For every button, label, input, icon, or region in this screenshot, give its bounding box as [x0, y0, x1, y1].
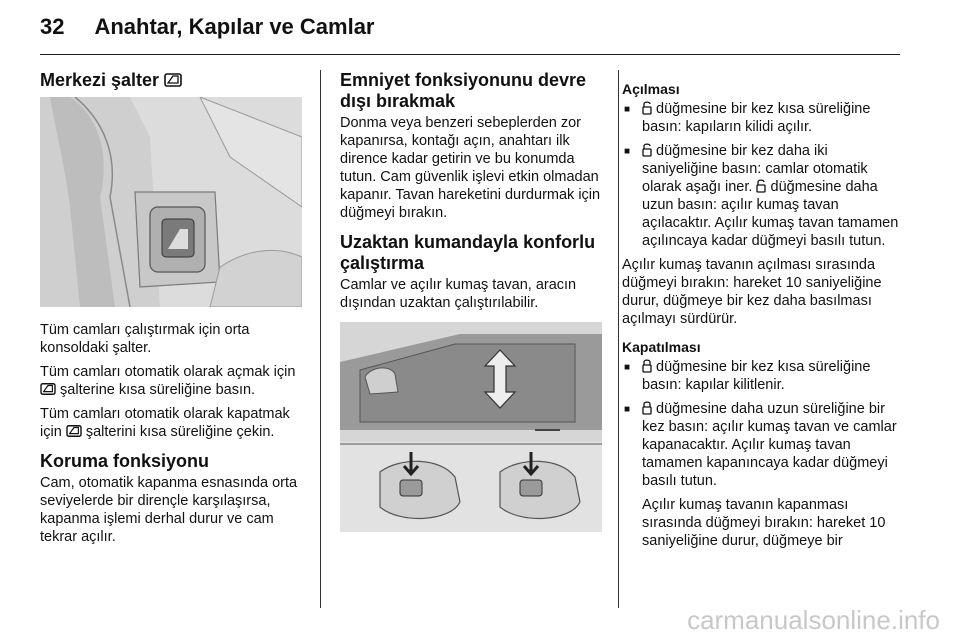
column-2	[340, 70, 602, 532]
list-item: ■ düğmesine bir kez daha iki saniyeliğine basın: camlar otomatik olarak aşağı iner. düğmesine daha uzun basın: açılır kumaş tavan açılacaktır. Açılır kumaş tavan tamamen açılıncaya kadar düğmeyi basılı tutun.	[624, 143, 899, 249]
remote-key-illustration	[340, 322, 602, 532]
bullet-marker: ■	[624, 362, 631, 373]
window-switch-icon	[40, 382, 56, 396]
unlock-icon	[642, 143, 652, 157]
section-heading-disable-safety: Emniyet fonksiyonunu devre dışı bırakmak	[340, 70, 587, 111]
subheading-opening: Açılması	[622, 81, 680, 97]
column-divider	[618, 70, 619, 608]
console-switch-illustration	[40, 97, 302, 307]
unlock-icon	[756, 179, 766, 193]
section-heading-protection: Koruma fonksiyonu	[40, 451, 210, 471]
column-divider	[320, 70, 321, 608]
subheading-closing: Kapatılması	[622, 339, 701, 355]
window-switch-icon	[164, 72, 182, 88]
unlock-icon	[642, 101, 652, 115]
list-item: ■ düğmesine daha uzun süreliğine bir kez basın: açılır kumaş tavan ve camlar kapanacaktır. Açılır kumaş tavan tamamen kapanıncaya kadar düğmeyi basılı tutun.	[624, 401, 897, 489]
lock-icon	[642, 401, 652, 415]
paragraph: Donma veya benzeri sebeplerden zor kapanırsa, kontağı açın, anahtarı ilk dirence kadar getirin ve bu konumda tutun. Cam güvenlik işlevi etkin olmadan kapanır. Tavan hareketini durdurmak için düğmeyi bırakın.	[340, 115, 601, 221]
section-heading-central-switch: Merkezi şalter	[40, 70, 302, 91]
chapter-title: Anahtar, Kapılar ve Camlar	[94, 14, 375, 39]
lock-icon	[642, 359, 652, 373]
paragraph: Tüm camları otomatik olarak açmak için şalterine kısa süreliğine basın.	[40, 364, 296, 398]
page-header	[40, 14, 900, 55]
column-3	[622, 70, 902, 556]
list-item: ■ düğmesine bir kez kısa süreliğine basın: kapıların kilidi açılır.	[624, 101, 871, 135]
bullet-marker: ■	[624, 404, 631, 415]
paragraph: Tüm camları otomatik olarak kapatmak için şalterini kısa süreliğine çekin.	[40, 406, 290, 440]
window-switch-icon	[66, 424, 82, 438]
bullet-marker: ■	[624, 104, 631, 115]
watermark: carmanualsonline.info	[687, 605, 940, 635]
paragraph: Açılır kumaş tavanın açılması sırasında düğmeyi bırakın: hareket 10 saniyeliğine durur, düğmeye bir kez daha basılması açılmayı sürdürür.	[622, 257, 882, 327]
paragraph: Cam, otomatik kapanma esnasında orta seviyelerde bir dirençle karşılaşırsa, kapanma işlemi derhal durur ve cam tekrar açılır.	[40, 475, 298, 545]
bullet-marker: ■	[624, 146, 631, 157]
paragraph: Açılır kumaş tavanın kapanması sırasında düğmeyi bırakın: hareket 10 saniyeliğine durur, düğmeye bir	[642, 497, 886, 549]
list-item: ■ düğmesine bir kez kısa süreliğine basın: kapılar kilitlenir.	[624, 359, 871, 393]
page-number: 32	[40, 14, 65, 39]
paragraph: Camlar ve açılır kumaş tavan, aracın dışından uzaktan çalıştırılabilir.	[340, 277, 577, 311]
section-heading-remote-comfort: Uzaktan kumandayla konforlu çalıştırma	[340, 232, 596, 273]
paragraph: Tüm camları çalıştırmak için orta konsoldaki şalter.	[40, 322, 250, 356]
column-1	[40, 70, 302, 552]
